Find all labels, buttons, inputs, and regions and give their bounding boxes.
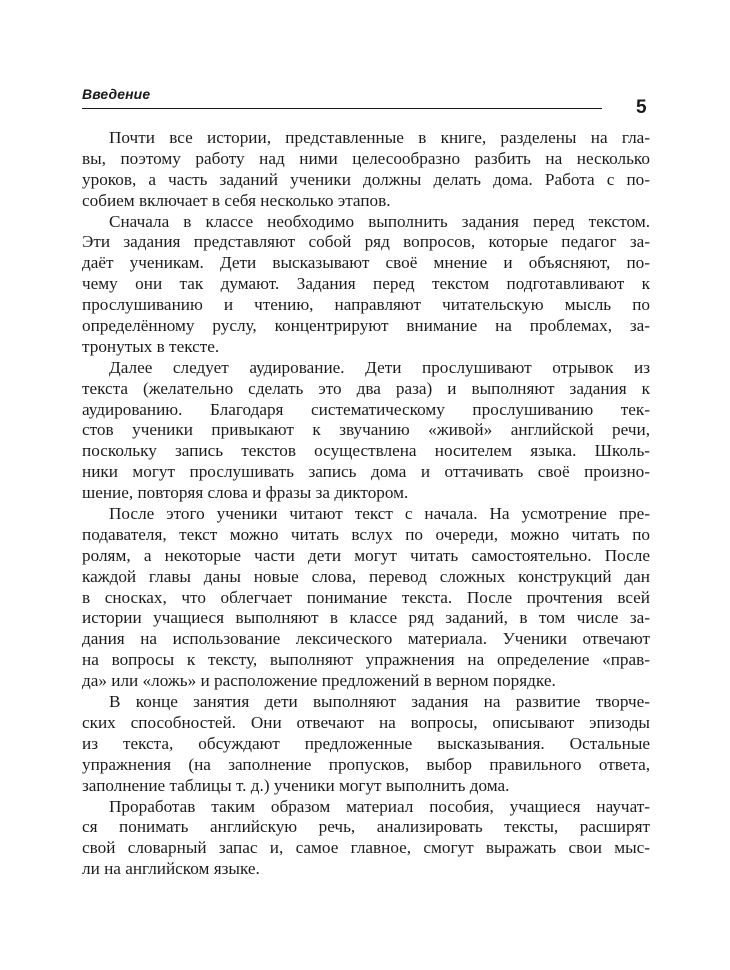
text-line: упражнения (на заполнение пропусков, выбор правильного ответа, [82,754,650,774]
header-rule [82,108,602,109]
text-line: Сначала в классе необходимо выполнить задания перед текстом. [109,211,650,231]
text-line: на вопросы к тексту, выполняют упражнения на определение «прав- [82,650,650,670]
text-line: определённому руслу, концентрируют внимание на проблемах, за- [82,316,650,336]
text-line: тронутых в тексте. [82,336,220,356]
text-line: свой словарный запас и, самое главное, смогут выражать свои мыс- [82,838,650,858]
paragraph [82,128,650,212]
text-line: даёт ученикам. Дети высказывают своё мнение и объясняют, по- [82,253,650,273]
text-line: каждой главы даны новые слова, перевод сложных конструкций дан [82,566,650,586]
text-line: аудированию. Благодаря систематическому прослушиванию тек- [82,399,650,419]
running-head-title: Введение [82,86,151,102]
text-line: вы, поэтому работу над ними целесообразно разбить на несколько [82,148,650,168]
text-line: ролям, а некоторые части дети могут читать самостоятельно. После [82,545,650,565]
text-line: заполнение таблицы т. д.) ученики могут выполнить дома. [82,775,510,795]
text-line: стов ученики привыкают к звучанию «живой» английской речи, [82,420,650,440]
text-line: Далее следует аудирование. Дети прослушивают отрывок из [109,357,650,377]
text-line: Проработав таким образом материал пособия, учащиеся научат- [109,796,650,816]
text-line: собием включает в себя несколько этапов. [82,190,391,210]
text-line: текста (желательно сделать это два раза) и выполняют задания к [82,378,650,398]
text-line: В конце занятия дети выполняют задания на развитие творче- [109,692,650,712]
text-line: ся понимать английскую речь, анализировать тексты, расширят [82,817,650,837]
page-number: 5 [636,97,647,118]
text-line: Эти задания представляют собой ряд вопросов, которые педагог за- [82,232,650,252]
paragraph [82,504,650,692]
text-line: После этого ученики читают текст с начала. На усмотрение пре- [109,504,650,524]
text-line: Почти все истории, представленные в книге, разделены на гла- [109,128,650,147]
paragraph [82,797,650,881]
text-line: шение, повторяя слова и фразы за диктором. [82,483,409,503]
text-line: ли на английском языке. [82,859,260,879]
text-line: чему они так думают. Задания перед текстом подготавливают к [82,274,650,294]
body-text [82,128,650,880]
paragraph [82,692,650,796]
text-line: да» или «ложь» и расположение предложений в верном порядке. [82,671,556,691]
text-line: поскольку запись текстов осуществлена носителем языка. Школь- [82,441,650,461]
text-line: прослушиванию и чтению, направляют читательскую мысль по [82,295,650,315]
paragraph [82,212,650,358]
text-line: подавателя, текст можно читать вслух по очереди, можно читать по [82,524,650,544]
text-line: из текста, обсуждают предложенные высказывания. Остальные [82,733,650,753]
text-line: истории учащиеся выполняют в классе ряд заданий, в том числе за- [82,608,650,628]
paragraph [82,358,650,504]
text-line: ских способностей. Они отвечают на вопросы, описывают эпизоды [82,712,650,732]
text-line: уроков, а часть заданий ученики должны делать дома. Работа с по- [82,169,650,189]
text-line: в сносках, что облегчает понимание текста. После прочтения всей [82,587,650,607]
text-line: ники могут прослушивать запись дома и оттачивать своё произно- [82,462,650,482]
text-line: дания на использование лексического материала. Ученики отвечают [82,629,650,649]
